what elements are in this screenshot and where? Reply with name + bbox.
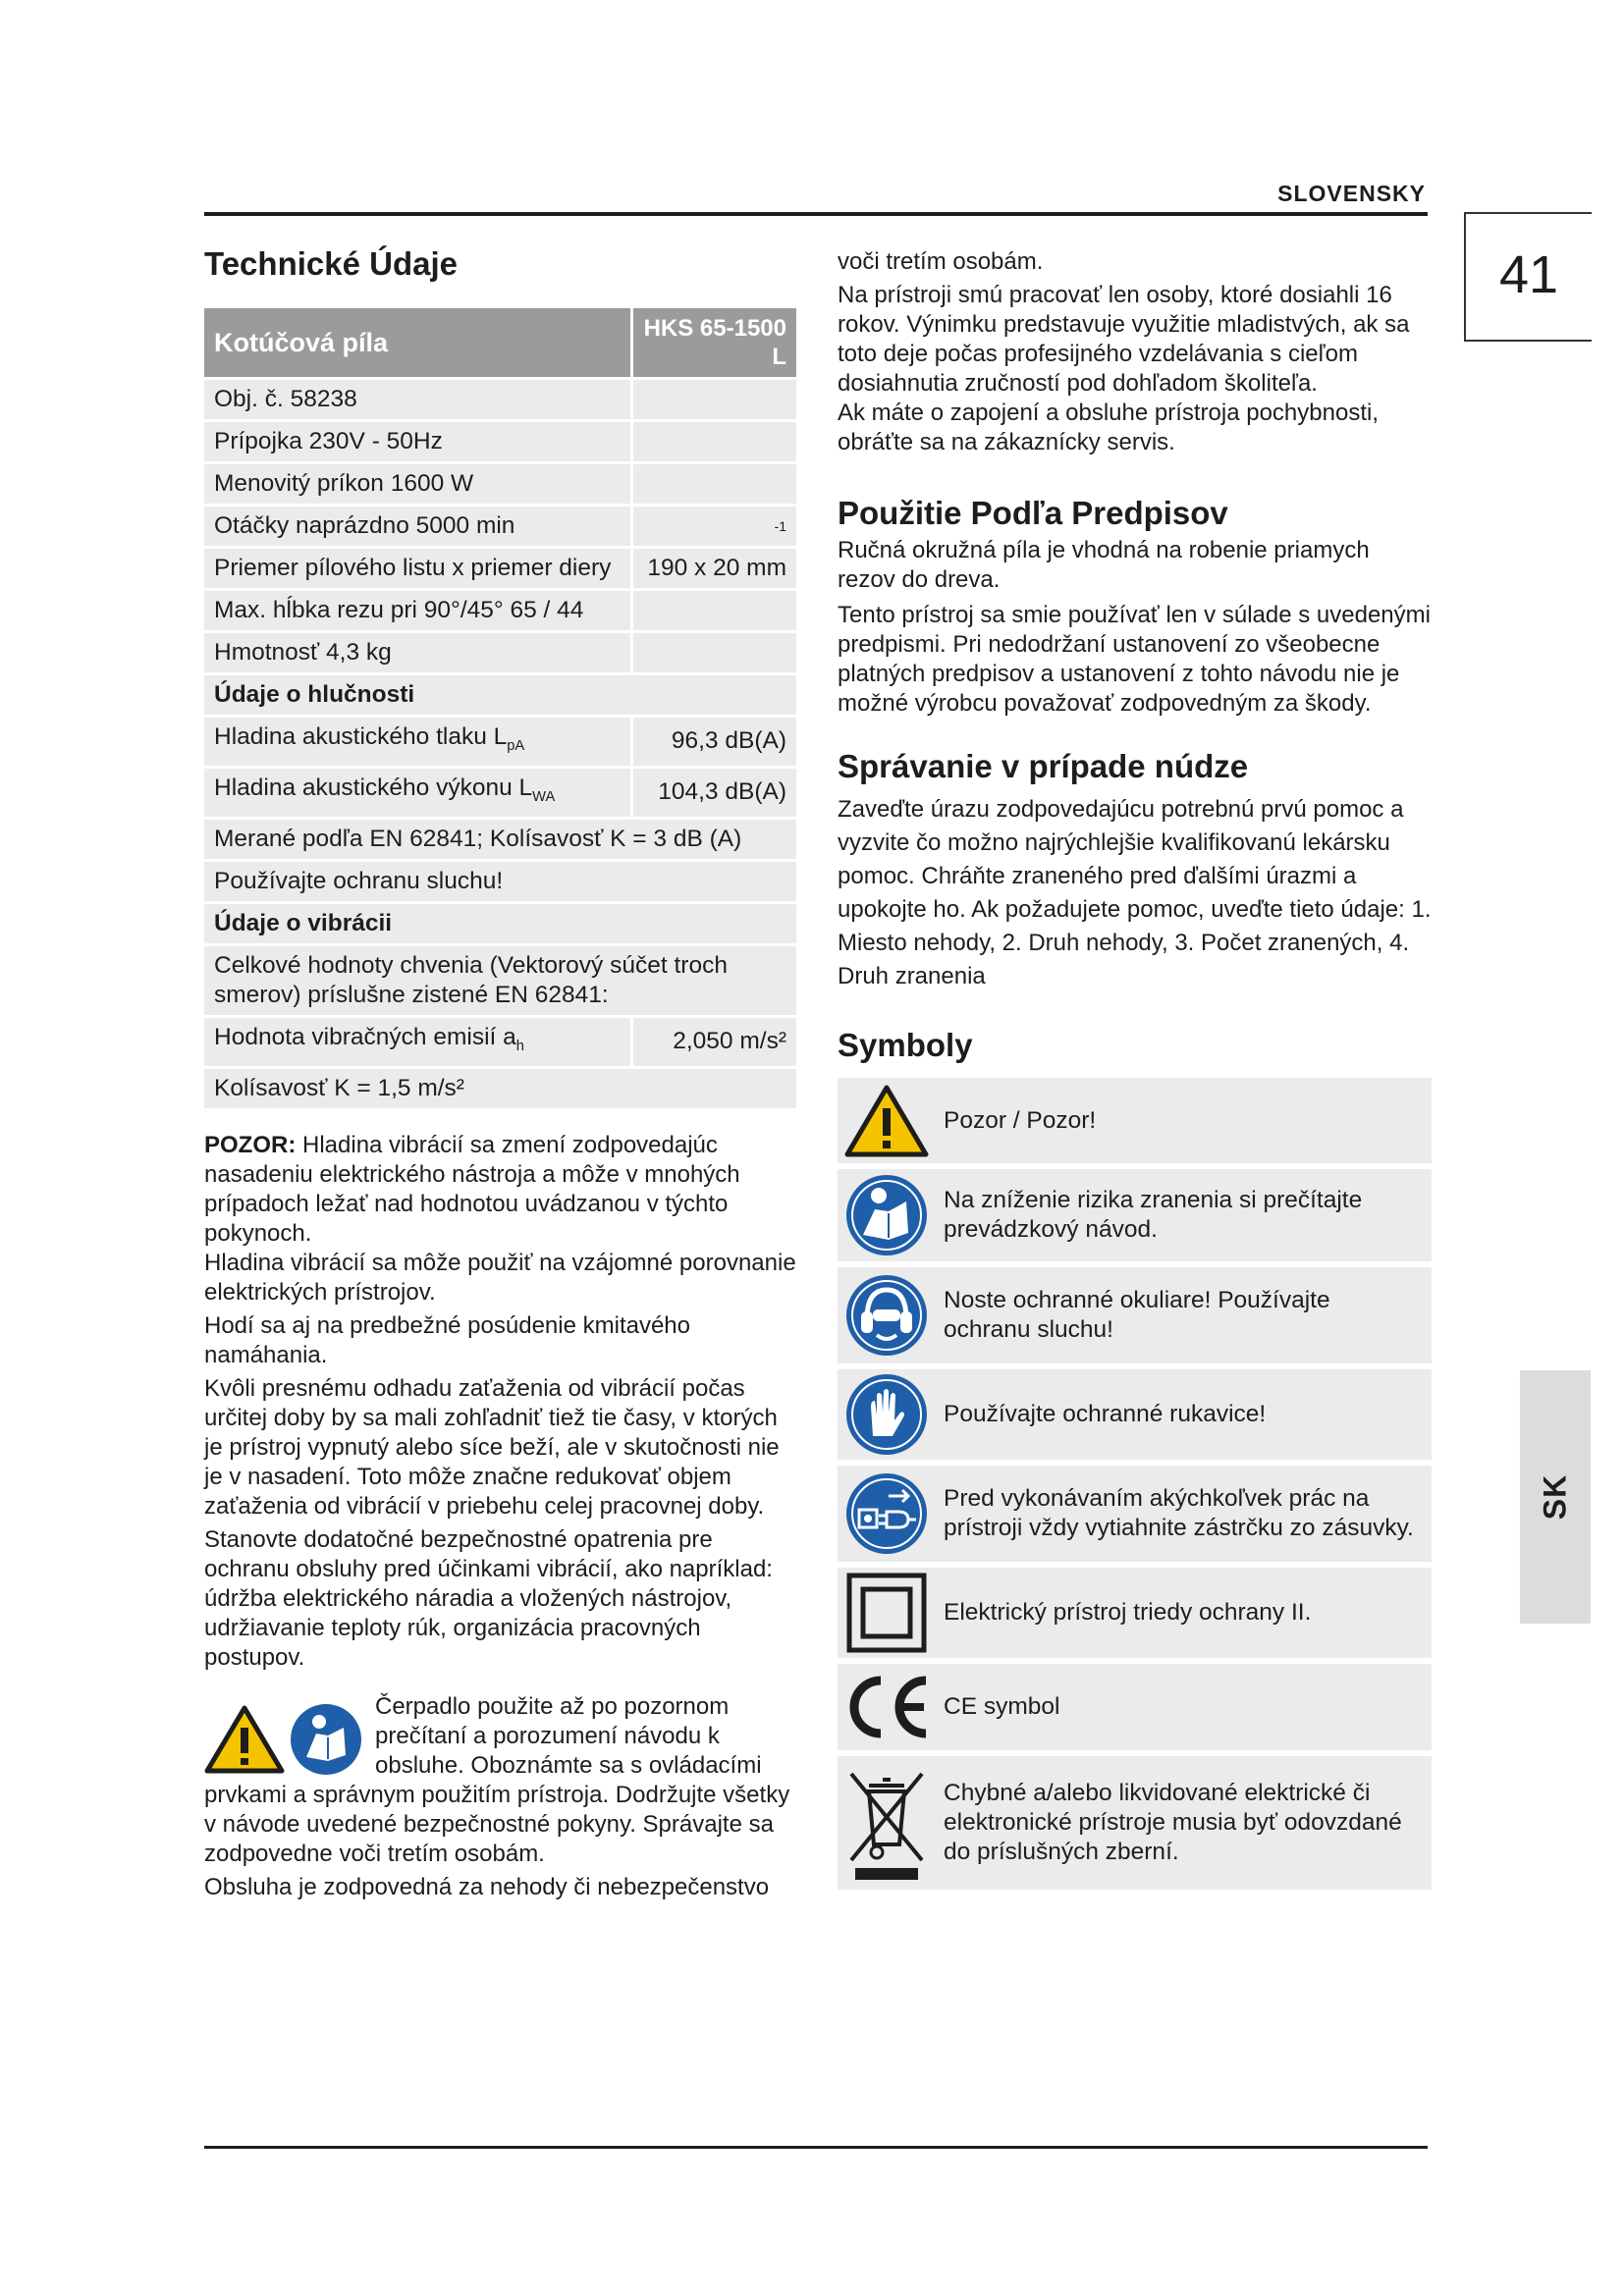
- vibration-heading: Údaje o vibrácii: [204, 904, 799, 946]
- protection-class-2-icon: [838, 1572, 936, 1654]
- responsibility-text: Obsluha je zodpovedná za nehody či nebezpečenstvo: [204, 1873, 770, 1900]
- emergency-heading: Správanie v prípade núdze: [838, 748, 1249, 784]
- spec-table: [204, 308, 799, 1111]
- vibration-paragraph: Hodí sa aj na predbežné posúdenie kmitavého namáhania.: [204, 1311, 690, 1368]
- spec-label: Priemer pílového listu x priemer diery: [204, 549, 633, 591]
- vibration-emission-value: 2,050 m/s²: [633, 1018, 799, 1069]
- table-row: [204, 464, 799, 507]
- spec-label: Otáčky naprázdno 5000 min: [204, 507, 633, 549]
- noise-pressure-label: Hladina akustického tlaku $L_{pA}$: [204, 718, 633, 769]
- noise-power-label: Hladina akustického výkonu $L_{WA}$: [204, 769, 633, 820]
- spec-model: HKS 65-1500 L: [633, 308, 799, 380]
- noise-heading: Údaje o hlučnosti: [204, 675, 799, 718]
- table-row: [204, 1069, 799, 1111]
- tech-heading: Technické Údaje: [204, 245, 458, 282]
- spec-value: 190 x 20 mm: [633, 549, 799, 591]
- unplug-icon: [838, 1470, 936, 1557]
- spec-label: Prípojka 230V - 50Hz: [204, 422, 633, 464]
- table-row: [204, 946, 799, 1018]
- right-column: [838, 247, 1432, 1896]
- warning-icons: [204, 1702, 363, 1777]
- spec-value: [633, 591, 799, 633]
- vibration-paragraph: Hladina vibrácií sa môže použiť na vzájomné porovnanie elektrických prístrojov.: [204, 1249, 796, 1306]
- noise-pressure-value: 96,3 dB(A): [633, 718, 799, 769]
- side-tab-label: SK: [1537, 1473, 1573, 1521]
- list-item: [838, 1169, 1432, 1261]
- weee-bin-icon: [838, 1760, 936, 1886]
- table-row: [204, 820, 799, 862]
- continued-text: voči tretím osobám.: [838, 248, 1044, 275]
- symbol-text: Chybné a/alebo likvidované elektrické či elektronické prístroje musia byť odovzdané do príslušných zberní.: [944, 1780, 1402, 1865]
- table-row: [204, 769, 799, 820]
- vibration-section-row: [204, 904, 799, 946]
- page-number-box: [1464, 212, 1592, 342]
- spec-title: Kotúčová píla: [204, 308, 633, 380]
- use-heading: Použitie Podľa Predpisov: [838, 495, 1228, 531]
- table-row: [204, 507, 799, 549]
- read-manual-icon: [838, 1172, 936, 1258]
- service-text: Ak máte o zapojení a obsluhe prístroja pochybnosti, obráťte sa na zákaznícky servis.: [838, 400, 1379, 455]
- vibration-paragraph: Kvôli presnému odhadu zaťaženia od vibrácií počas určitej doby by sa mali zohľadniť tiež tie časy, v ktorých je prístroj vypnutý alebo síce beží, ale v skutočnosti nie je v nasadení. Toto môže značne redukovať objem zaťaženia od vibrácií v priebehu celej pracovnej doby.: [204, 1374, 780, 1520]
- spec-header-row: [204, 308, 799, 380]
- warning-triangle-icon: [838, 1083, 936, 1159]
- spec-label: Max. hĺbka rezu pri 90°/45° 65 / 44: [204, 591, 633, 633]
- list-item: [838, 1078, 1432, 1163]
- list-item: [838, 1267, 1432, 1363]
- symbol-text: Pozor / Pozor!: [944, 1106, 1097, 1134]
- symbol-text: Elektrický prístroj triedy ochrany II.: [944, 1599, 1312, 1626]
- warning-triangle-icon: [204, 1704, 285, 1775]
- symbol-text: Na zníženie rizika zranenia si prečítajte prevádzkový návod.: [944, 1187, 1363, 1243]
- language-side-tab: [1520, 1370, 1591, 1624]
- spec-value: [633, 464, 799, 507]
- language-label: SLOVENSKY: [1277, 181, 1426, 206]
- noise-section-row: [204, 675, 799, 718]
- noise-protection: Používajte ochranu sluchu!: [204, 862, 799, 904]
- spec-label: Menovitý príkon 1600 W: [204, 464, 633, 507]
- header-rule: [204, 212, 1428, 216]
- gloves-icon: [838, 1371, 936, 1458]
- table-row: [204, 1018, 799, 1069]
- use-paragraph: Tento prístroj sa smie používať len v súlade s uvedenými predpismi. Pri nedodržaní ustanovení zo všeobecne platných predpisov a ustanovení z tohto návodu nie je možné výrobcu považovať zodpovedným za škody.: [838, 602, 1431, 717]
- list-item: [838, 1466, 1432, 1562]
- symbol-text: Používajte ochranné rukavice!: [944, 1401, 1267, 1427]
- table-row: [204, 380, 799, 422]
- table-row: [204, 549, 799, 591]
- spec-value: [633, 422, 799, 464]
- left-column: [204, 245, 799, 1902]
- spec-label: Hmotnosť 4,3 kg: [204, 633, 633, 675]
- read-manual-icon: [289, 1702, 363, 1777]
- vibration-uncertainty: Kolísavosť K = 1,5 m/s²: [204, 1069, 799, 1111]
- goggles-ear-protection-icon: [838, 1272, 936, 1359]
- pozor-paragraph: POZOR: Hladina vibrácií sa zmení zodpovedajúc nasadeniu elektrického nástroja a môže v mnohých prípadoch ležať nad hodnotou uvádzanou v týchto pokynoch.: [204, 1131, 740, 1247]
- table-row: [204, 633, 799, 675]
- table-row: [204, 862, 799, 904]
- symbol-text: Pred vykonávaním akýchkoľvek prác na prístroji vždy vytiahnite zástrčku zo zásuvky.: [944, 1485, 1414, 1541]
- symbol-text: Noste ochranné okuliare! Používajte ochranu sluchu!: [944, 1287, 1330, 1343]
- symbols-heading: Symboly: [838, 1027, 973, 1063]
- vibration-total: Celkové hodnoty chvenia (Vektorový súčet troch smerov) príslušne zistené EN 62841:: [204, 946, 799, 1018]
- emergency-paragraph: Zaveďte úrazu zodpovedajúcu potrebnú prvú pomoc a vyzvite čo možno najrýchlejšie kvalifikovanú lekársku pomoc. Chráňte zraneného pred ďalšími úrazmi a upokojte ho. Ak požadujete pomoc, uveďte tieto údaje: 1. Miesto nehody, 2. Druh nehody, 3. Počet zranených, 4. Druh zranenia: [838, 796, 1432, 989]
- ce-mark-icon: [838, 1673, 936, 1741]
- spec-value: -1: [633, 507, 799, 549]
- spec-value: [633, 380, 799, 422]
- footer-rule: [204, 2146, 1428, 2149]
- page-number: 41: [1498, 245, 1559, 304]
- spec-value: [633, 633, 799, 675]
- list-item: [838, 1756, 1432, 1890]
- use-paragraph: Ručná okružná píla je vhodná na robenie priamych rezov do dreva.: [838, 537, 1370, 593]
- age-restriction-text: Na prístroji smú pracovať len osoby, ktoré dosiahli 16 rokov. Výnimku predstavuje využitie mladistvých, ak sa toto deje počas profesijného vzdelávania s cieľom dosiahnutia zručností pod dohľadom školiteľa.: [838, 282, 1410, 397]
- table-row: [204, 591, 799, 633]
- manual-warning-text: Čerpadlo použite až po pozornom prečítaní a porozumení návodu k obsluhe. Oboznámte sa s ovládacími prvkami a správnym použitím prístroja. Dodržujte všetky v návode uvedené bezpečnostné pokyny. Správajte sa zodpovedne voči tretím osobám.: [204, 1692, 790, 1867]
- table-row: [204, 718, 799, 769]
- vibration-emission-label: Hodnota vibračných emisií $a_h$: [204, 1018, 633, 1069]
- spec-label: Obj. č. 58238: [204, 380, 633, 422]
- table-row: [204, 422, 799, 464]
- manual-warning-block: [204, 1692, 799, 1869]
- list-item: [838, 1369, 1432, 1460]
- list-item: [838, 1568, 1432, 1658]
- noise-power-value: 104,3 dB(A): [633, 769, 799, 820]
- symbol-text: CE symbol: [944, 1693, 1060, 1720]
- symbols-list: [838, 1078, 1432, 1890]
- vibration-paragraph: Stanovte dodatočné bezpečnostné opatrenia pre ochranu obsluhy pred účinkami vibrácií, ako napríklad: údržba elektrického náradia a vložených nástrojov, udržiavanie teploty rúk, organizácia pracovných postupov.: [204, 1525, 773, 1671]
- list-item: [838, 1664, 1432, 1750]
- noise-measured: Merané podľa EN 62841; Kolísavosť K = 3 dB (A): [204, 820, 799, 862]
